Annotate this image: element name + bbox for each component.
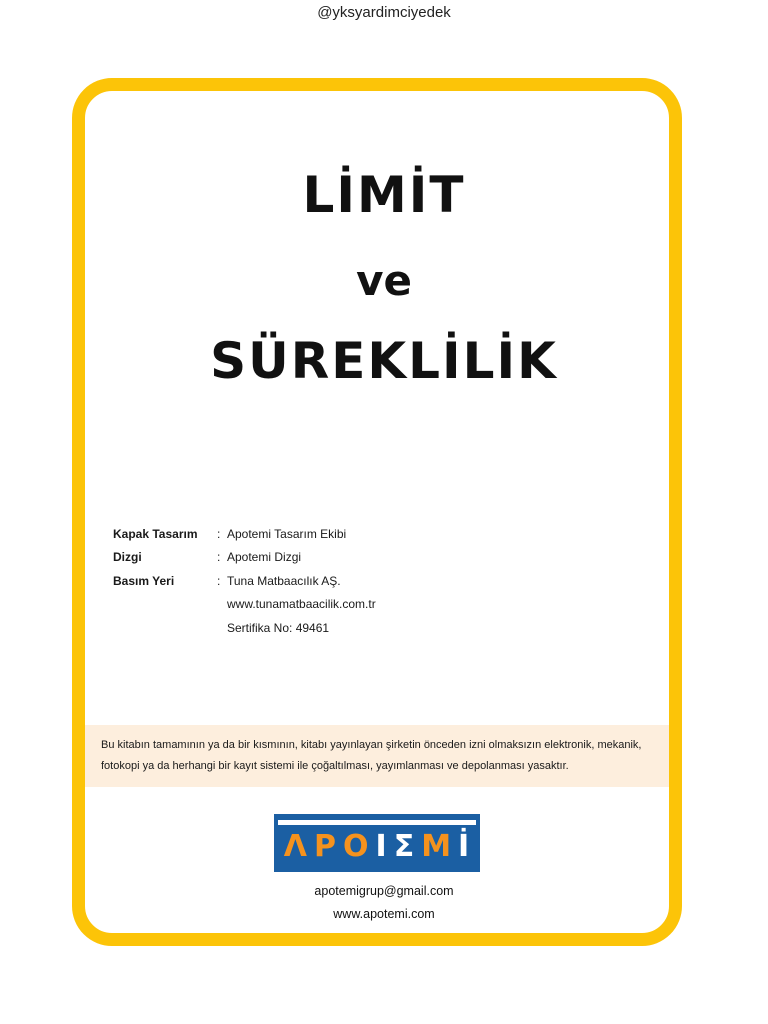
credit-value: Apotemi Tasarım Ekibi xyxy=(227,526,347,541)
logo-wordmark xyxy=(274,829,480,864)
notice-line-2: fotokopi ya da herhangi bir kayıt sistemi ile çoğaltılması, yayımlanması ve depolanması yasaktır. xyxy=(101,760,569,772)
credit-value: Tuna Matbaacılık AŞ. xyxy=(227,573,341,588)
credit-colon: : xyxy=(217,526,221,541)
credits-block xyxy=(113,522,376,640)
apotemi-logo xyxy=(274,814,480,872)
credit-value: Apotemi Dizgi xyxy=(227,550,302,565)
logo-letter: Λ xyxy=(283,829,308,864)
certificate-number: Sertifika No: 49461 xyxy=(227,620,330,635)
logo-bar xyxy=(278,820,476,825)
credit-row xyxy=(113,522,376,546)
notice-line-1: Bu kitabın tamamının ya da bir kısmının, kitabı yayınlayan şirketin önceden izni olmaksızın elektronik, mekanik, xyxy=(101,739,642,751)
credit-label: Kapak Tasarım xyxy=(113,526,198,541)
credit-label: Dizgi xyxy=(113,550,142,565)
logo-letter: Σ xyxy=(393,829,416,864)
printer-website: www.tunamatbaacilik.com.tr xyxy=(227,597,376,612)
credit-colon: : xyxy=(217,573,221,588)
logo-letter: İ xyxy=(458,829,471,864)
copyright-notice xyxy=(85,725,669,787)
title-line-1: LİMİT xyxy=(302,166,466,224)
title-line-2: ve xyxy=(356,256,412,305)
logo-letter: O xyxy=(343,829,370,864)
logo-letter: P xyxy=(314,829,337,864)
logo-letter: M xyxy=(421,829,453,864)
credit-label: Basım Yeri xyxy=(113,573,175,588)
credit-colon: : xyxy=(217,550,221,565)
logo-letter: I xyxy=(375,829,388,864)
title-line-3: SÜREKLİLİK xyxy=(210,332,558,390)
credit-row xyxy=(113,546,376,570)
contact-website[interactable]: www.apotemi.com xyxy=(333,907,435,921)
credit-row xyxy=(113,569,376,593)
watermark: @yksyardimciyedek xyxy=(317,4,451,21)
contact-email[interactable]: apotemigrup@gmail.com xyxy=(314,884,454,898)
